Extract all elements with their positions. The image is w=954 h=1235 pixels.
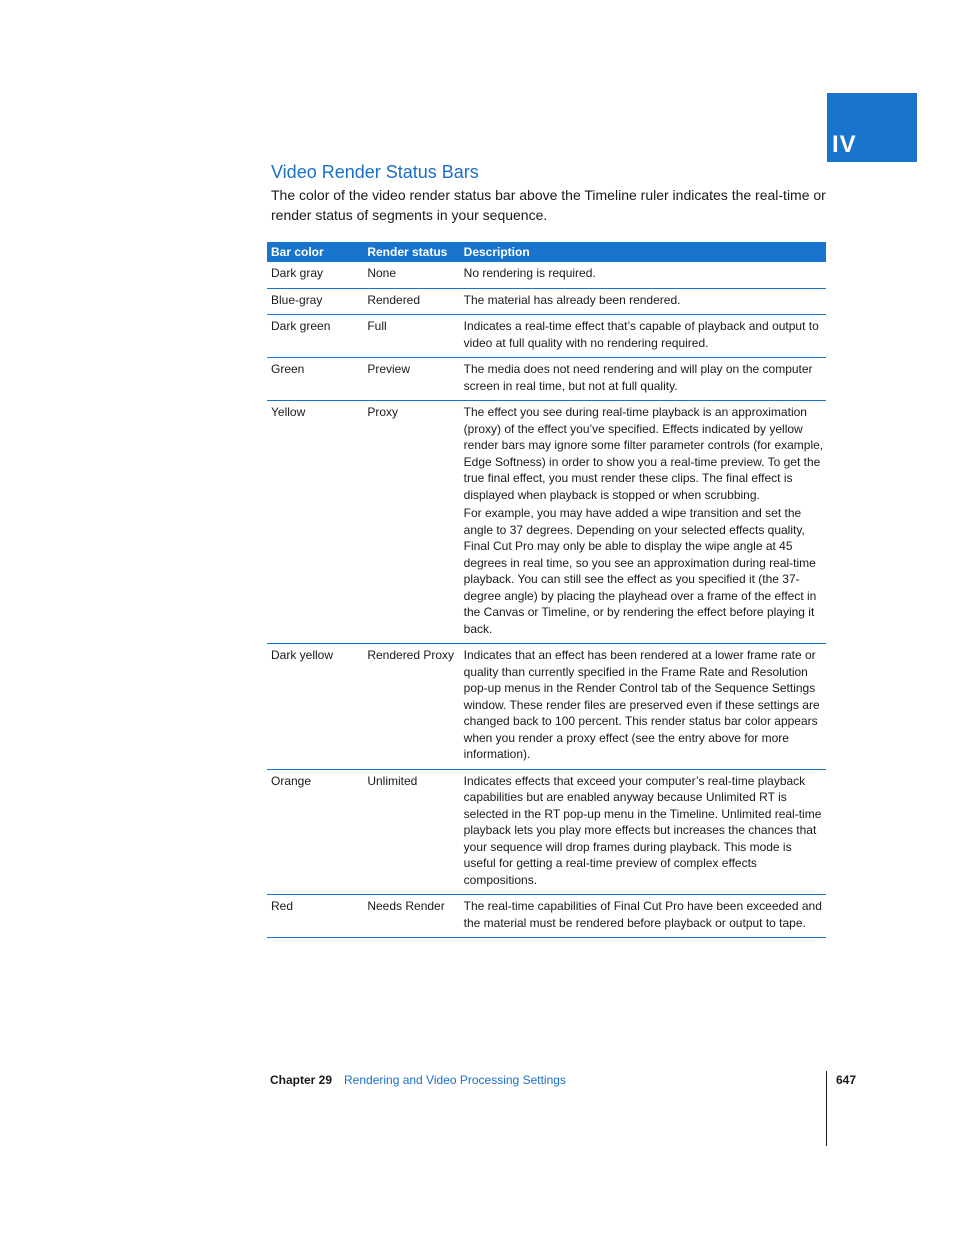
description-paragraph: Indicates effects that exceed your computer’s real-time playback capabilities but are enabled anyway because Unlimited RT is selected in the RT pop-up menu in the Timeline. Unlimited real-time playback lets you play more effects but increases the chances that your sequence will drop frames during playback. This mode is useful for getting a real-time preview of complex effects compositions. [463,773,822,887]
cell-bar-color: Orange [271,773,312,788]
page-number: 647 [836,1073,857,1087]
cell-render-status: Rendered [367,292,421,307]
render-status-table [267,242,826,938]
cell-description [460,315,826,357]
cell-render-status: Preview [367,362,411,376]
section-intro: The color of the video render status bar above the Timeline ruler indicates the real-time or render status of segments in your sequence. [271,187,826,223]
table-row [267,289,826,316]
description-paragraph: The real-time capabilities of Final Cut Pro have been exceeded and the material must be rendered before playback or output to tape. [463,899,822,930]
cell-bar-color: Dark yellow [271,648,334,662]
header-description: Description [463,245,530,259]
table-row [267,401,826,644]
description-paragraph: The media does not need rendering and will play on the computer screen in real time, but not at full quality. [463,362,813,393]
cell-bar-color: Dark gray [271,266,324,280]
header-bar-color: Bar color [271,245,324,259]
footer-chapter: Chapter 29 [270,1073,333,1087]
description-paragraph: No rendering is required. [463,266,596,280]
table-row [267,644,826,770]
header-render-status: Render status [367,245,448,259]
description-paragraph: Indicates that an effect has been rendered at a lower frame rate or quality than currently specified in the Frame Rate and Resolution pop-up menus in the Render Control tab of the Sequence Settings window. These render files are preserved even if these settings are changed back to 100 percent. This render status bar color appears when you render a proxy effect (see the entry above for more information). [463,648,820,761]
table-row [267,262,826,289]
cell-bar-color: Dark green [271,319,331,333]
cell-render-status: Needs Render [367,899,445,913]
cell-description [460,358,826,400]
description-paragraph: Indicates a real-time effect that’s capable of playback and output to video at full quality with no rendering required. [463,319,819,350]
description-paragraph: The effect you see during real-time playback is an approximation (proxy) of the effect you’ve specified. Effects indicated by yellow render bars may ignore some filter parameter controls (for example, Edge Softness) in order to show you a real-time preview. To get the true final effect, you must render these clips. The final effect is displayed when playback is stopped or when scrubbing. [463,405,824,502]
table-row [267,315,826,358]
cell-description [460,289,826,315]
cell-render-status: Full [367,319,387,333]
cell-render-status: None [367,266,397,280]
table-header [267,242,826,262]
table-row [267,770,826,896]
cell-bar-color: Blue-gray [271,292,323,307]
table-row [267,358,826,401]
cell-render-status: Proxy [367,405,399,419]
cell-render-status: Rendered Proxy [367,648,455,662]
cell-description [460,895,826,937]
description-paragraph: The material has already been rendered. [463,292,681,307]
footer-chapter-title: Rendering and Video Processing Settings [344,1073,566,1087]
cell-bar-color: Green [271,362,305,376]
cell-bar-color: Yellow [271,405,306,419]
table-row [267,895,826,938]
description-paragraph: For example, you may have added a wipe transition and set the angle to 37 degrees. Depending on your selected effects quality, Final Cut Pro may only be able to display the wipe angle at 45 degrees in real time, so you see an approximation during real-time playback. You can still see the effect as you specified it (the 37-degree angle) by placing the playhead over a frame of the effect in the Canvas or Timeline, or by rendering the effect before playing it back. [463,506,817,636]
cell-description [460,262,826,288]
section-title: Video Render Status Bars [271,162,479,182]
part-tab [827,93,917,162]
cell-description [460,770,826,895]
footer-divider [826,1071,827,1146]
cell-bar-color: Red [271,899,294,913]
cell-description [460,644,826,769]
part-tab-label: IV [832,131,857,158]
cell-render-status: Unlimited [367,773,418,788]
cell-description [460,401,826,643]
table-body [267,262,826,938]
